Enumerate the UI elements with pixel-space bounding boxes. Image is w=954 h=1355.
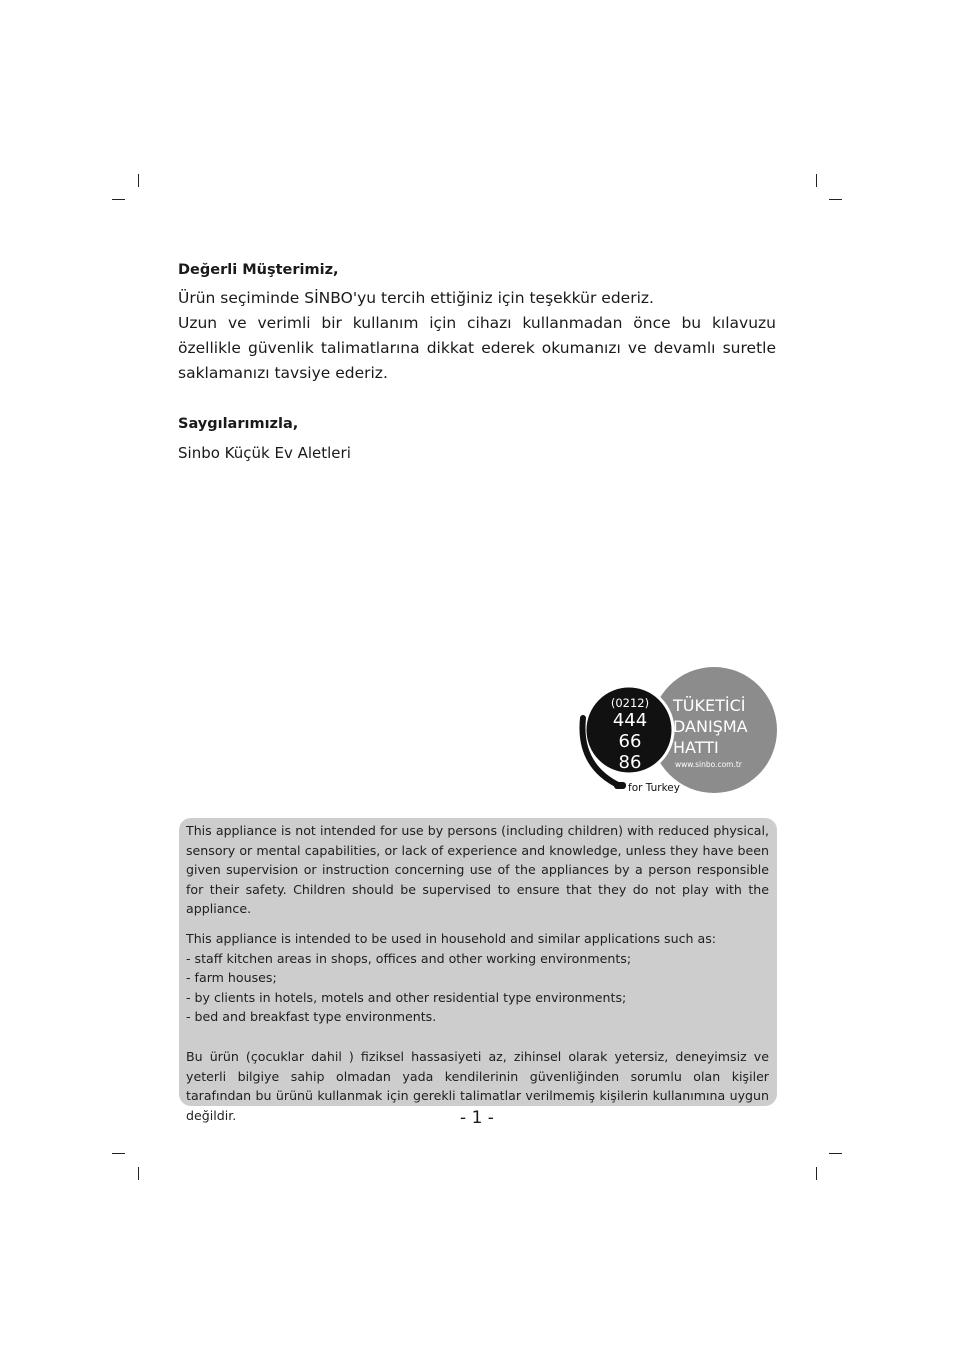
letter-company: Sinbo Küçük Ev Aletleri	[178, 444, 351, 462]
hotline-number-1: 444	[612, 710, 648, 731]
list-item: - staff kitchen areas in shops, offices and other working environments;	[186, 950, 632, 966]
hotline-website: www.sinbo.com.tr	[675, 760, 742, 769]
hotline-area-code: (0212)	[610, 696, 650, 710]
crop-mark-top-right-h	[829, 199, 842, 200]
consumer-hotline-badge	[578, 666, 778, 796]
list-item: - by clients in hotels, motels and other residential type environments;	[186, 989, 627, 1005]
crop-mark-bottom-left-h	[112, 1153, 125, 1154]
page-number: - 1 -	[460, 1108, 494, 1128]
crop-mark-top-left-v	[138, 174, 139, 187]
letter-thanks: Ürün seçiminde SİNBO'yu tercih ettiğiniz için teşekkür ederiz.	[178, 289, 654, 307]
hotline-title-3: HATTI	[673, 738, 719, 757]
safety-warning-panel	[179, 818, 777, 1123]
warning-paragraph-2-intro: This appliance is intended to be used in household and similar applications such as:	[186, 930, 717, 946]
hotline-title-1: TÜKETİCİ	[673, 696, 746, 715]
list-item: - bed and breakfast type environments.	[186, 1009, 437, 1025]
hotline-title-2: DANIŞMA	[673, 717, 748, 736]
letter-greeting: Değerli Müşterimiz,	[178, 262, 339, 278]
crop-mark-bottom-right-h	[829, 1153, 842, 1154]
crop-mark-bottom-left-v	[138, 1167, 139, 1180]
list-item: - farm houses;	[186, 970, 277, 986]
letter-body	[178, 286, 776, 386]
crop-mark-bottom-right-v	[816, 1167, 817, 1180]
hotline-region: for Turkey	[628, 782, 680, 794]
warning-paragraph-3: Bu ürün (çocuklar dahil ) fiziksel hassasiyeti az, zihinsel olarak yetersiz, deneyimsiz ve yeterli bilgiye sahip olmadan yada kendilerinin güvenliğinden sorumlu olan kişiler tarafından bu ürünü kullanmak için gerekli talimatlar verilmemiş kişilerin kullanımına uygun değildir.	[186, 1048, 769, 1123]
hotline-number-2: 66	[618, 731, 642, 752]
crop-mark-top-right-v	[816, 174, 817, 187]
hotline-number-3: 86	[618, 752, 642, 773]
crop-mark-top-left-h	[112, 199, 125, 200]
warning-usage-list	[186, 949, 769, 1027]
letter-closing: Saygılarımızla,	[178, 416, 299, 432]
warning-paragraph-1: This appliance is not intended for use by persons (including children) with reduced physical, sensory or mental capabilities, or lack of experience and knowledge, unless they have been given supervision or instruction concerning use of the appliances by a person responsible for their safety. Children should be supervised to ensure that they do not play with the appliance.	[186, 823, 769, 917]
letter-advice: Uzun ve verimli bir kullanım için cihazı kullanmadan önce bu kılavuzu özellikle güvenlik talimatlarına dikkat ederek okumanızı ve devamlı suretle saklamanızı tavsiye ederiz.	[178, 314, 776, 382]
